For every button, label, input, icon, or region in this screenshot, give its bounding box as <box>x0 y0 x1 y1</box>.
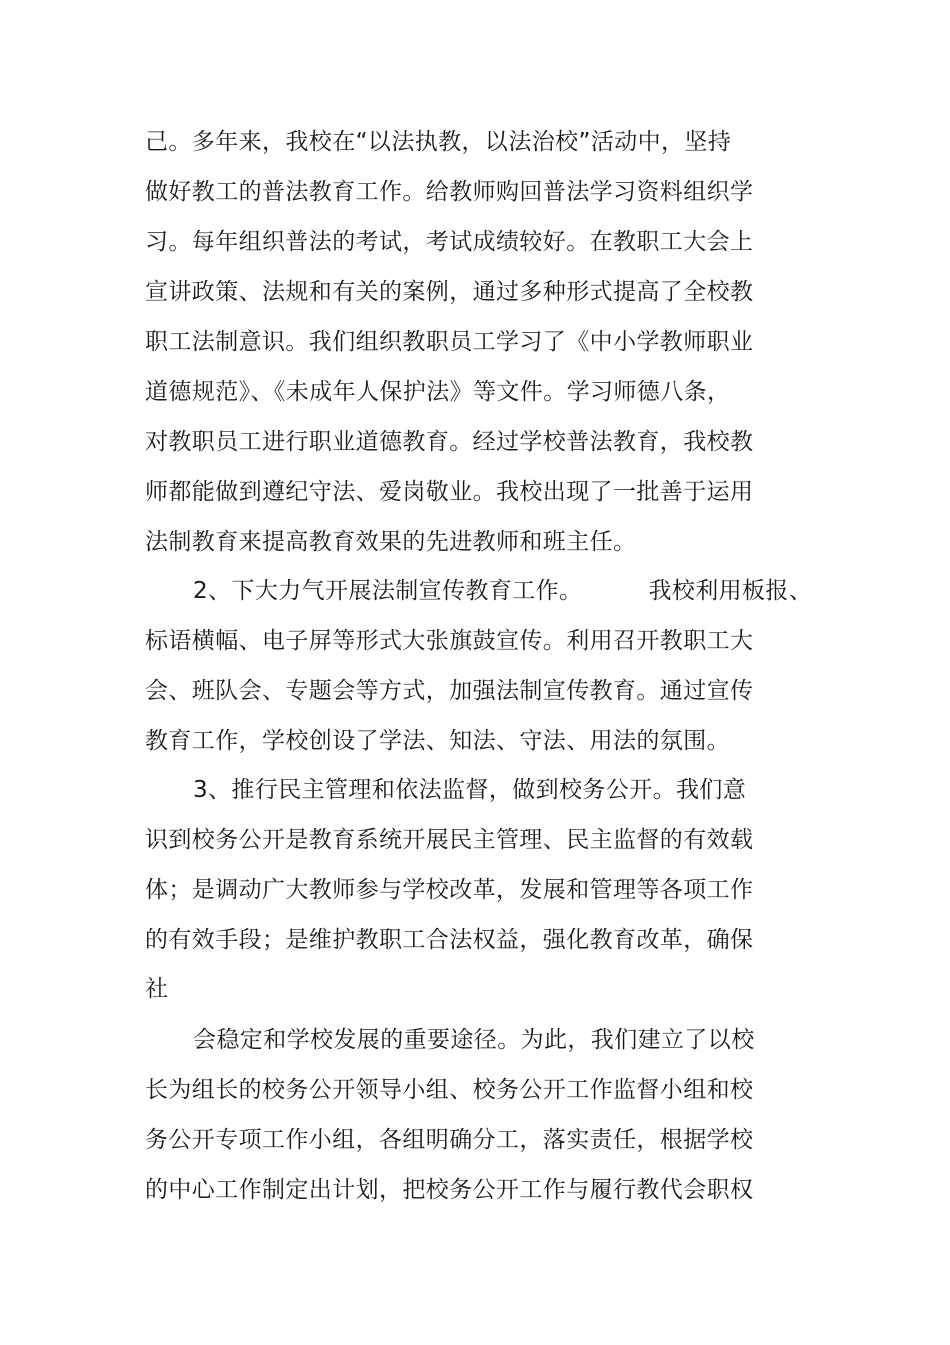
paragraph-4-line-1: 会稳定和学校发展的重要途径。为此，我们建立了以校 <box>193 1027 755 1053</box>
paragraph-1-line-5: 职工法制意识。我们组织教职员工学习了《中小学教师职业 <box>145 329 754 355</box>
paragraph-1-line-8: 师都能做到遵纪守法、爱岗敬业。我校出现了一批善于运用 <box>145 479 754 505</box>
paragraph-4-line-2: 长为组长的校务公开领导小组、校务公开工作监督小组和校 <box>145 1077 754 1103</box>
paragraph-1-line-9: 法制教育来提高教育效果的先进教师和班主任。 <box>145 529 637 555</box>
paragraph-1-line-4: 宣讲政策、法规和有关的案例，通过多种形式提高了全校教 <box>145 279 754 305</box>
paragraph-1-line-7: 对教职员工进行职业道德教育。经过学校普法教育，我校教 <box>145 429 754 455</box>
paragraph-3-line-5: 社 <box>145 976 169 1002</box>
paragraph-3-line-4: 的有效手段；是维护教职工合法权益，强化教育改革，确保 <box>145 927 754 953</box>
paragraph-3-line-2: 识到校务公开是教育系统开展民主管理、民主监督的有效载 <box>145 827 754 853</box>
paragraph-2-line-1 <box>193 576 812 606</box>
paragraph-1-line-1: 己。多年来，我校在“以法执教，以法治校”活动中，坚持 <box>145 129 732 155</box>
paragraph-1-line-3: 习。每年组织普法的考试，考试成绩较好。在教职工大会上 <box>145 229 754 255</box>
paragraph-2-line-4: 教育工作，学校创设了学法、知法、守法、用法的氛围。 <box>145 728 730 754</box>
paragraph-3-line-3: 体；是调动广大教师参与学校改革，发展和管理等各项工作 <box>145 877 754 903</box>
section-2-heading: 2、下大力气开展法制宣传教育工作。 <box>193 578 583 604</box>
paragraph-2-line-3: 会、班队会、专题会等方式，加强法制宣传教育。通过宣传 <box>145 678 754 704</box>
paragraph-4-line-3: 务公开专项工作小组，各组明确分工，落实责任，根据学校 <box>145 1127 754 1153</box>
paragraph-3-line-1: 3、推行民主管理和依法监督，做到校务公开。我们意 <box>193 777 747 803</box>
section-2-lead-text: 我校利用板报、 <box>648 578 813 604</box>
paragraph-1-line-6: 道德规范》、《未成年人保护法》等文件。学习师德八条， <box>145 379 731 405</box>
paragraph-4-line-4: 的中心工作制定出计划，把校务公开工作与履行教代会职权 <box>145 1177 754 1203</box>
paragraph-2-line-2: 标语横幅、电子屏等形式大张旗鼓宣传。利用召开教职工大 <box>145 628 754 654</box>
paragraph-1-line-2: 做好教工的普法教育工作。给教师购回普法学习资料组织学 <box>145 179 754 205</box>
